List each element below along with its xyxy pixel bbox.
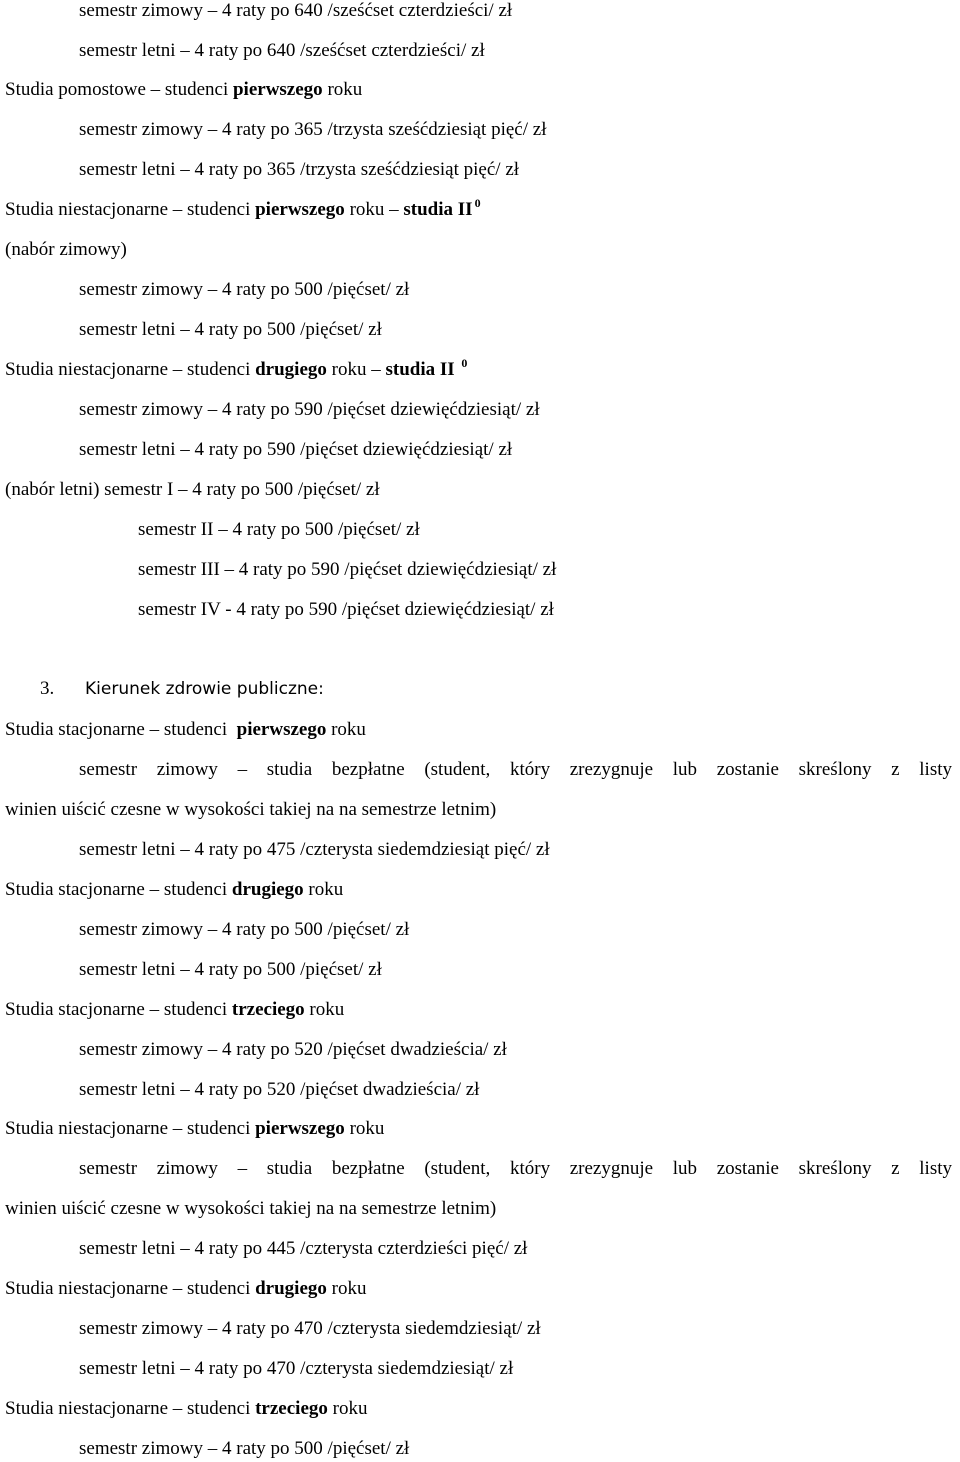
heading-year: drugiego (231, 879, 304, 900)
heading-text: Studia stacjonarne – studenci (5, 719, 237, 740)
fee-line: semestr zimowy – 4 raty po 500 /pięćset/ zł (79, 279, 410, 300)
heading-text: roku – (344, 199, 404, 220)
study-heading (0, 877, 343, 903)
study-heading (0, 1396, 367, 1422)
heading-text: Studia niestacjonarne – studenci (5, 1398, 256, 1419)
heading-text: Studia niestacjonarne – studenci (5, 1118, 256, 1139)
fee-line: semestr letni – 4 raty po 470 /czterysta siedemdziesiąt/ zł (79, 1358, 514, 1379)
fee-line: semestr zimowy – 4 raty po 520 /pięćset dwadzieścia/ zł (79, 1039, 507, 1060)
heading-year: pierwszego (255, 1118, 345, 1139)
heading-level: studia II (385, 359, 455, 380)
fee-line: semestr II – 4 raty po 500 /pięćset/ zł (138, 519, 420, 540)
fee-line: winien uiścić czesne w wysokości takiej na na semestrze letnim) (5, 1198, 497, 1219)
fee-line: semestr letni – 4 raty po 500 /pięćset/ zł (79, 959, 382, 980)
superscript: 0 (474, 196, 481, 210)
fee-line: semestr IV - 4 raty po 590 /pięćset dziewięćdziesiąt/ zł (138, 599, 554, 620)
study-heading (0, 997, 344, 1023)
heading-text: roku (326, 1278, 367, 1299)
section-number: 3. (40, 678, 55, 699)
study-heading (0, 197, 481, 223)
heading-text: Studia niestacjonarne – studenci (5, 199, 256, 220)
heading-year: pierwszego (236, 719, 327, 740)
study-heading (0, 1276, 366, 1302)
fee-line: semestr letni – 4 raty po 520 /pięćset dwadzieścia/ zł (79, 1079, 480, 1100)
heading-text: roku (303, 879, 344, 900)
recruitment-label: (nabór zimowy) (5, 239, 127, 260)
heading-text: Studia niestacjonarne – studenci (5, 1278, 256, 1299)
fee-line: semestr letni – 4 raty po 475 /czterysta siedemdziesiąt pięć/ zł (79, 839, 550, 860)
fee-line: semestr zimowy – studia bezpłatne (student, który zrezygnuje lub zostanie skreślony z listy (79, 759, 952, 780)
heading-text: roku – (326, 359, 386, 380)
heading-year: trzeciego (231, 999, 305, 1020)
section-heading (0, 676, 324, 702)
fee-line: semestr zimowy – 4 raty po 590 /pięćset dziewięćdziesiąt/ zł (79, 399, 540, 420)
heading-year: drugiego (255, 1278, 327, 1299)
fee-line: semestr III – 4 raty po 590 /pięćset dziewięćdziesiąt/ zł (138, 559, 557, 580)
heading-text: roku (327, 1398, 368, 1419)
fee-line: (nabór letni) semestr I – 4 raty po 500 /pięćset/ zł (5, 479, 380, 500)
study-heading (0, 357, 467, 383)
fee-line: semestr letni – 4 raty po 445 /czterysta czterdzieści pięć/ zł (79, 1238, 528, 1259)
fee-line: semestr letni – 4 raty po 640 /sześćset czterdzieści/ zł (79, 40, 485, 61)
fee-line: semestr zimowy – 4 raty po 365 /trzysta sześćdziesiąt pięć/ zł (79, 119, 547, 140)
fee-line: semestr zimowy – 4 raty po 500 /pięćset/ zł (79, 1438, 410, 1459)
fee-line: semestr letni – 4 raty po 500 /pięćset/ zł (79, 319, 382, 340)
heading-text: roku (304, 999, 345, 1020)
fee-line: semestr letni – 4 raty po 365 /trzysta sześćdziesiąt pięć/ zł (79, 159, 520, 180)
heading-text: Studia pomostowe – studenci (5, 79, 233, 100)
fee-line: winien uiścić czesne w wysokości takiej na na semestrze letnim) (5, 799, 497, 820)
study-heading (0, 1116, 384, 1142)
heading-year: pierwszego (255, 199, 345, 220)
heading-year: trzeciego (255, 1398, 328, 1419)
heading-text: roku (326, 719, 366, 740)
study-heading (0, 77, 362, 103)
heading-text: Studia stacjonarne – studenci (5, 999, 232, 1020)
study-heading (0, 717, 366, 743)
heading-year: drugiego (255, 359, 327, 380)
heading-text: Studia stacjonarne – studenci (5, 879, 232, 900)
heading-level: studia II (403, 199, 473, 220)
fee-line: semestr zimowy – studia bezpłatne (student, który zrezygnuje lub zostanie skreślony z listy (79, 1158, 952, 1179)
section-title: Kierunek zdrowie publiczne: (85, 679, 324, 699)
heading-text: Studia niestacjonarne – studenci (5, 359, 256, 380)
fee-line: semestr zimowy – 4 raty po 640 /sześćset czterdzieści/ zł (79, 0, 513, 21)
heading-text: roku (322, 79, 363, 100)
fee-line: semestr zimowy – 4 raty po 470 /czterysta siedemdziesiąt/ zł (79, 1318, 541, 1339)
heading-text: roku (344, 1118, 385, 1139)
superscript: 0 (461, 356, 468, 370)
heading-year: pierwszego (232, 79, 323, 100)
fee-line: semestr letni – 4 raty po 590 /pięćset dziewięćdziesiąt/ zł (79, 439, 513, 460)
fee-line: semestr zimowy – 4 raty po 500 /pięćset/ zł (79, 919, 410, 940)
